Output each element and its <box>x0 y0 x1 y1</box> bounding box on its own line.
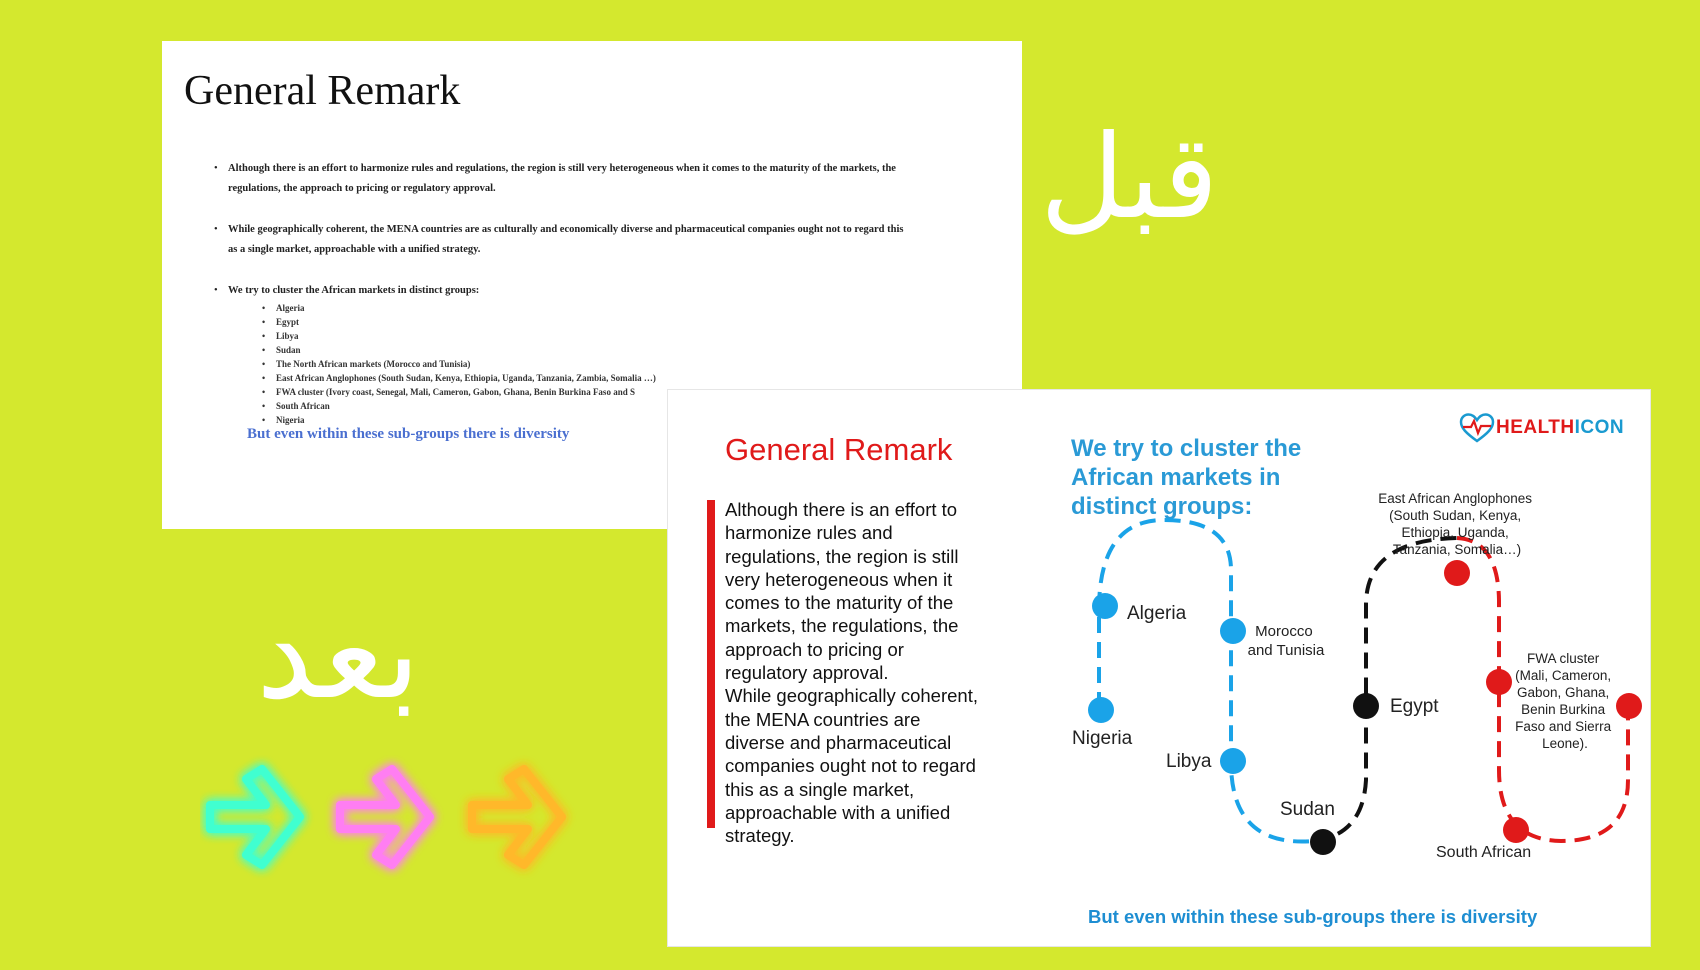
nigeria-label: Nigeria <box>1072 728 1133 749</box>
fwa-cluster-label-line: Faso and Sierra <box>1515 719 1612 734</box>
before-note: But even within these sub-groups there is diversity <box>247 426 570 442</box>
arrow-right-icon <box>472 769 562 865</box>
fwa-cluster-label-line: Gabon, Ghana, <box>1516 685 1610 700</box>
east-african-node <box>1444 560 1470 586</box>
watermark: خمسات <box>748 895 922 955</box>
before-sub-item: • South African <box>262 399 656 413</box>
before-bullet-list <box>214 159 904 303</box>
fwa-cluster-label-line: Leone). <box>1542 736 1588 751</box>
before-sub-item: • Egypt <box>262 315 656 329</box>
east-african-label <box>1378 491 1536 557</box>
east-african-label-line: Ethiopia, Uganda, <box>1401 525 1509 540</box>
libya-label: Libya <box>1166 751 1212 772</box>
before-bullet: • Although there is an effort to harmonize rules and regulations, the region is still very heterogeneous when it comes to the maturity of the markets, the regulations, the approach to pricing or regulatory approval. <box>214 159 904 199</box>
black-cluster-path <box>1314 538 1457 841</box>
blue-cluster-path <box>1099 520 1314 842</box>
after-paragraph: While geographically coherent, the MENA countries are diverse and pharmaceutical companies ought not to regard this as a single market, approachable with a unified strategy. <box>725 685 978 847</box>
sudan-label: Sudan <box>1280 799 1335 820</box>
neon-arrows <box>200 755 590 885</box>
before-sub-item: • East African Anglophones (South Sudan, Kenya, Ethiopia, Uganda, Tanzania, Zambia, Somalia …) <box>262 371 656 385</box>
fwa-cluster-node <box>1486 669 1512 695</box>
fwa-cluster-label-line: FWA cluster <box>1526 651 1600 666</box>
before-sub-item: • The North African markets (Morocco and Tunisia) <box>262 357 656 371</box>
after-paragraph: Although there is an effort to harmonize rules and regulations, the region is still very heterogeneous when it comes to the maturity of the markets, the regulations, the approach to pricing or regulatory approval. <box>725 499 959 684</box>
south-african-node <box>1503 817 1529 843</box>
after-slide-title: General Remark <box>725 432 953 467</box>
before-sub-item: • Nigeria <box>262 413 656 427</box>
sudan-node <box>1310 829 1336 855</box>
libya-node <box>1220 748 1246 774</box>
fwa-cluster-label-line: Benin Burkina <box>1521 702 1606 717</box>
arrow-right-icon <box>340 769 430 865</box>
before-slide-title: General Remark <box>184 68 461 114</box>
egypt-label: Egypt <box>1390 696 1439 717</box>
before-label: قبل <box>1040 110 1219 245</box>
before-sub-item: • Libya <box>262 329 656 343</box>
egypt-node <box>1353 693 1379 719</box>
cluster-heading: We try to cluster the African markets in distinct groups: <box>1071 435 1302 520</box>
east-african-label-line: Tanzania, Somalia…) <box>1392 542 1522 557</box>
nigeria-node <box>1088 697 1114 723</box>
morocco-tunisia-label-line: Morocco <box>1255 623 1313 640</box>
morocco-tunisia-label <box>1248 623 1325 659</box>
before-sub-list <box>262 301 656 427</box>
east-african-label-line: (South Sudan, Kenya, <box>1389 508 1522 523</box>
cluster-diagram <box>668 390 1650 946</box>
morocco-tunisia-label-line: and Tunisia <box>1247 642 1325 659</box>
before-bullet: • We try to cluster the African markets in distinct groups: <box>214 281 904 301</box>
before-sub-item: • FWA cluster (Ivory coast, Senegal, Mali, Cameron, Gabon, Ghana, Benin Burkina Faso and S <box>262 385 656 399</box>
logo-text-health: HEALTH <box>1496 417 1575 438</box>
after-slide <box>668 390 1650 946</box>
fwa-cluster-label-line: (Mali, Cameron, <box>1515 668 1612 683</box>
algeria-node <box>1092 593 1118 619</box>
fwa-end-node <box>1616 693 1642 719</box>
before-sub-item: • Algeria <box>262 301 656 315</box>
algeria-label: Algeria <box>1127 603 1187 624</box>
east-african-label-line: East African Anglophones <box>1378 491 1533 506</box>
morocco-tunisia-node <box>1220 618 1246 644</box>
logo-text-icon: ICON <box>1574 417 1625 438</box>
after-label: بعد <box>256 579 421 728</box>
diversity-footnote: But even within these sub-groups there is diversity <box>1088 906 1538 927</box>
arrow-right-icon <box>210 769 300 865</box>
before-bullet: • While geographically coherent, the MENA countries are as culturally and economically diverse and pharmaceutical companies ought not to regard this as a single market, approachable with a unified strategy. <box>214 220 904 260</box>
fwa-cluster-label <box>1515 651 1615 751</box>
south-african-label: South African <box>1436 844 1532 861</box>
before-sub-item: • Sudan <box>262 343 656 357</box>
